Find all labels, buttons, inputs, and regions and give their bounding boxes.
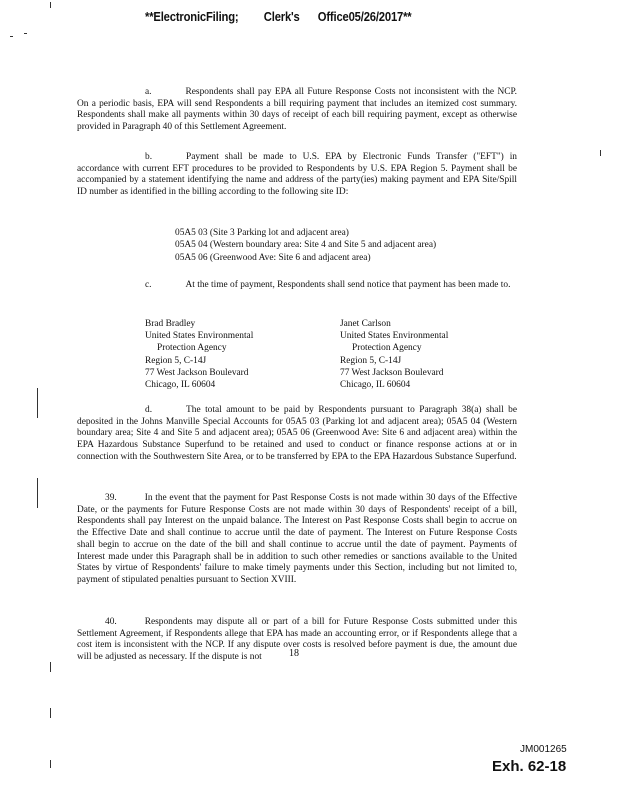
address-block-carlson (340, 318, 520, 391)
scan-mark (600, 150, 601, 156)
address-line: Protection Agency (157, 343, 227, 354)
paragraph-a-label: a. (145, 87, 152, 97)
site-id-list (175, 227, 475, 264)
scan-mark (37, 478, 38, 508)
paragraph-d-text: The total amount to be paid by Respondents pursuant to Paragraph 38(a) shall be deposited in the Johns Manville Special Accounts for 05A5 03 (Parking lot and adjacent area); 05A5 04 (Western boundary area; Site 4 and Site 5 and adjacent area); 05A5 06 (Greenwood Ave: Site 6 and adjacent area) within the EPA Hazardous Substance Superfund to be retained and used to conduct or finance response actions at or in connection with the Southwestern Site Area, or to be transferred by EPA to the EPA Hazardous Substance Superfund. (77, 405, 517, 462)
paragraph-c-label: c. (145, 280, 152, 290)
address-line: 77 West Jackson Boulevard (145, 367, 249, 378)
scan-mark (10, 36, 13, 37)
header-filing: **ElectronicFiling; (145, 10, 239, 24)
paragraph-b-label: b. (145, 152, 153, 162)
paragraph-d (77, 405, 517, 464)
scan-mark (24, 33, 27, 34)
scan-mark (37, 388, 38, 418)
paragraph-b-text: Payment shall be made to U.S. EPA by Electronic Funds Transfer ("EFT") in accordance with current EFT procedures to be provided to Respondents by U.S. EPA Region 5. Payment shall be accompanied by a statement identifying the name and address of the party(ies) making payment and EPA Site/Spill ID number as identified in the billing according to the following site ID: (77, 152, 517, 198)
site-id-item: 05A5 06 (Greenwood Ave: Site 6 and adjacent area) (175, 252, 371, 263)
paragraph-40-label: 40. (105, 617, 117, 627)
paragraph-39 (77, 493, 517, 587)
scan-mark (50, 662, 51, 672)
header-office: Office05/26/2017** (317, 10, 412, 24)
address-line: Brad Bradley (145, 319, 196, 329)
paragraph-c-text: At the time of payment, Respondents shall send notice that payment has been made to. (185, 280, 511, 290)
address-line: Chicago, IL 60604 (145, 380, 216, 391)
scan-mark (50, 760, 51, 768)
address-line: 77 West Jackson Boulevard (340, 367, 444, 378)
site-id-item: 05A5 04 (Western boundary area: Site 4 and Site 5 and adjacent area) (175, 240, 437, 251)
filing-header (145, 10, 505, 24)
address-line: Protection Agency (352, 343, 422, 354)
paragraph-39-label: 39. (105, 493, 117, 503)
paragraph-39-text: In the event that the payment for Past Response Costs is not made within 30 days of the Effective Date, or the payments for Future Response Costs are not made within 30 days of Respondents' receipt of a bill, Respondents shall pay Interest on the unpaid balance. The Interest on Past Response Costs shall begin to accrue on the Effective Date and shall continue to accrue until the date of payment. The Interest on Future Response Costs shall begin to accrue on the date of the bill and shall continue to accrue until the date of payment. Payments of Interest made under this Paragraph shall be in addition to such other remedies or sanctions available to the United States by virtue of Respondents' failure to make timely payments under this Section, including but not limited to, payment of stipulated penalties pursuant to Section XVIII. (77, 493, 517, 585)
paragraph-d-label: d. (145, 405, 153, 415)
paragraph-a (77, 87, 517, 134)
paragraph-b (77, 152, 517, 199)
address-block-bradley (145, 318, 325, 391)
site-id-item: 05A5 03 (Site 3 Parking lot and adjacent area) (175, 228, 349, 238)
address-line: Region 5, C-14J (145, 355, 207, 366)
scan-mark (50, 708, 51, 718)
exhibit-label: Exh. 62-18 (492, 758, 567, 775)
paragraph-40-text: Respondents may dispute all or part of a bill for Future Response Costs submitted under this Settlement Agreement, if Respondents allege that EPA has made an accounting error, or if Respondents allege that a cost item is inconsistent with the NCP. If any dispute over costs is resolved before payment is due, the amount due will be adjusted as necessary. If the dispute is not (77, 617, 517, 663)
header-clerk: Clerk's (263, 10, 300, 24)
paragraph-a-text: Respondents shall pay EPA all Future Response Costs not inconsistent with the NCP. On a periodic basis, EPA will send Respondents a bill requiring payment that includes an itemized cost summary. Respondents shall make all payments within 30 days of receipt of each bill requiring payment, except as otherwise provided in Paragraph 40 of this Settlement Agreement. (77, 87, 517, 133)
address-line: Chicago, IL 60604 (340, 380, 411, 391)
address-line: Janet Carlson (340, 319, 391, 329)
address-line: Region 5, C-14J (340, 355, 402, 366)
address-line: United States Environmental (340, 331, 449, 342)
page-number: 18 (289, 648, 299, 659)
scan-mark (50, 2, 51, 8)
paragraph-c (77, 280, 517, 292)
bates-number: JM001265 (520, 744, 567, 755)
address-line: United States Environmental (145, 331, 254, 342)
